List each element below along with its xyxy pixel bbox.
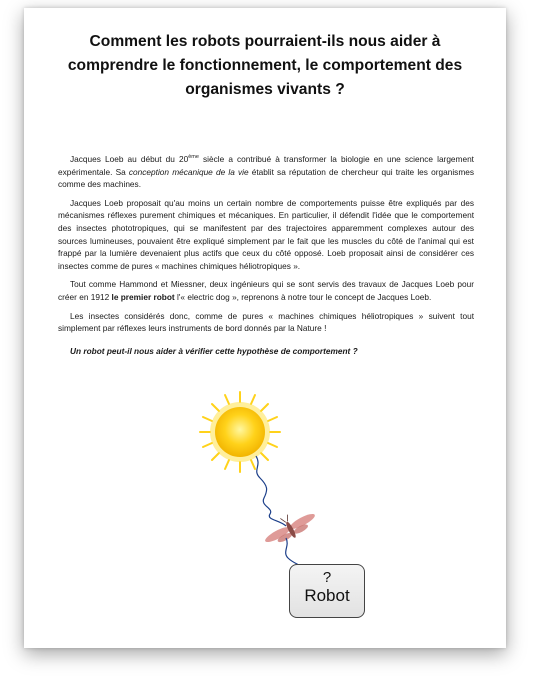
sun-icon (200, 392, 280, 472)
page-title: Comment les robots pourraient-ils nous aider à comprendre le fonctionnement, le comportement des organismes vivants ? (67, 33, 463, 98)
robot-question-mark: ? (322, 569, 332, 586)
paragraph-1 (58, 153, 474, 191)
question-line: Un robot peut-il nous aider à vérifier cette hypothèse de comportement ? (70, 345, 358, 356)
robot-label: Robot (304, 586, 350, 605)
paragraph-1-part-c: établit sa réputation de chercheur qui traite les organismes comme des machines. (58, 166, 474, 190)
paragraph-1-part-b: siècle a contribué à transformer la biologie en une science largement expérimentale. Sa (58, 154, 474, 177)
paragraph-2: Jacques Loeb proposait qu'au moins un certain nombre de comportements puisse être expliqués par des mécanismes réflexes purement chimiques et mécaniques. En particulier, il défendit l'idée que le comportement des insectes phototropiques, qui se manifestent par des trajectoires apparemment complexes autour des sources lumineuses, pouvaient être expliqué simplement par le fait que les muscles du côté de l'animal qui est frappé par la lumière devenaient plus actifs que ceux du côté opposé. Loeb proposait ainsi de considérer ces insectes comme de pures « machines chimiques héliotropiques ». (58, 197, 474, 271)
paragraph-3-part-b: l'« electric dog », reprenons à notre tour le concept de Jacques Loeb. (174, 291, 432, 302)
paragraph-1-emphasis: conception mécanique de la vie (128, 166, 249, 177)
paragraph-1-part-a: Jacques Loeb au début du 20 (70, 154, 189, 164)
paragraph-3 (58, 278, 474, 303)
paragraph-3-strong: le premier robot (111, 291, 175, 302)
document-page (24, 8, 506, 648)
moth-icon (259, 503, 320, 550)
paragraph-3-part-a: Tout comme Hammond et Miessner, deux ingénieurs qui se sont servis des travaux de Jacques Loeb pour créer en 1912 (58, 279, 474, 302)
robot-box (289, 564, 365, 618)
wire-sun-to-moth (256, 456, 286, 526)
document-body (58, 153, 474, 363)
paragraph-4: Les insectes considérés donc, comme de pures « machines chimiques héliotropiques » suivent tout simplement par réflexes leurs instruments de bord donnés par la Nature ! (58, 310, 474, 334)
superscript-ordinal: ème (188, 154, 199, 161)
